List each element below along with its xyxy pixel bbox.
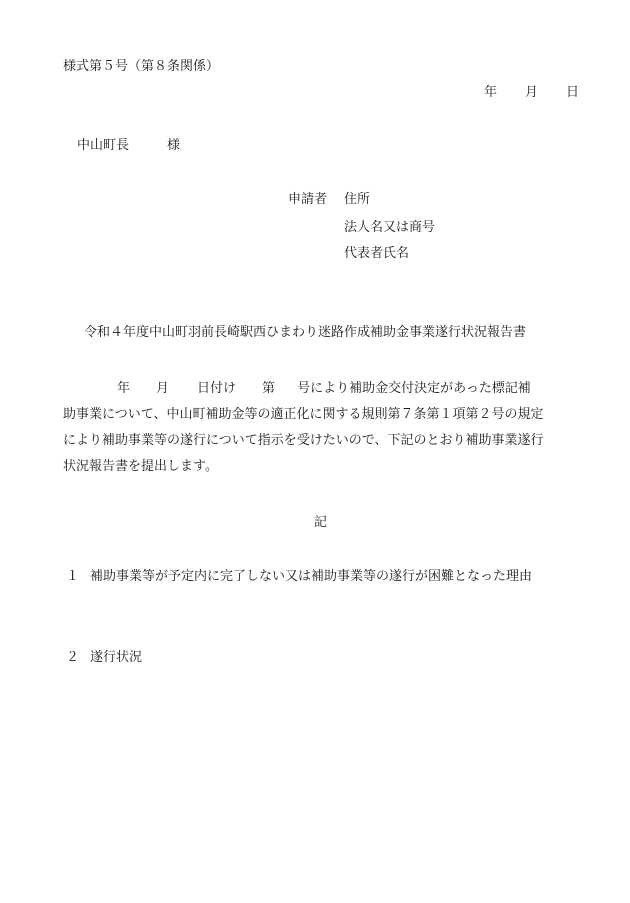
- date-month: 月: [525, 85, 539, 100]
- body-dai: 第: [262, 381, 276, 396]
- item-2: [66, 649, 142, 667]
- body-month: 月: [156, 381, 170, 396]
- applicant-representative-label: 代表者氏名: [344, 246, 410, 261]
- item-1-text: 補助事業等が予定内に完了しない又は補助事業等の遂行が困難となった理由: [90, 569, 533, 584]
- body-line-2: 助事業について、中山町補助金等の適正化に関する規則第７条第１項第２号の規定: [63, 407, 544, 422]
- document-title: 令和４年度中山町羽前長崎駅西ひまわり迷路作成補助金事業遂行状況報告書: [84, 325, 527, 340]
- addressee-name: 中山町長: [77, 138, 130, 153]
- date-year: 年: [484, 85, 498, 100]
- item-2-number: ２: [66, 650, 80, 665]
- addressee-honorific: 様: [167, 138, 181, 153]
- date-line: [484, 84, 579, 102]
- body-day-dated: 日付け: [197, 381, 237, 396]
- addressee: [77, 137, 180, 155]
- body-year: 年: [117, 381, 131, 396]
- body-paragraph: [63, 376, 593, 480]
- applicant-corp-name-label: 法人名又は商号: [344, 220, 436, 235]
- item-2-text: 遂行状況: [90, 650, 143, 665]
- body-line-1: [63, 376, 593, 402]
- body-line1-rest: 号により補助金交付決定があった標記補: [297, 381, 531, 396]
- applicant-address-label: 住所: [344, 192, 371, 207]
- date-day: 日: [566, 85, 580, 100]
- applicant-label: 申請者: [288, 192, 328, 207]
- item-1: [66, 568, 532, 586]
- body-line-4: 状況報告書を提出します。: [63, 459, 218, 474]
- ki-heading: 記: [314, 515, 328, 530]
- body-line-3: により補助事業等の遂行について指示を受けたいので、下記のとおり補助事業遂行: [63, 433, 544, 448]
- item-1-number: １: [66, 569, 80, 584]
- form-number: 様式第５号（第８条関係）: [63, 59, 220, 74]
